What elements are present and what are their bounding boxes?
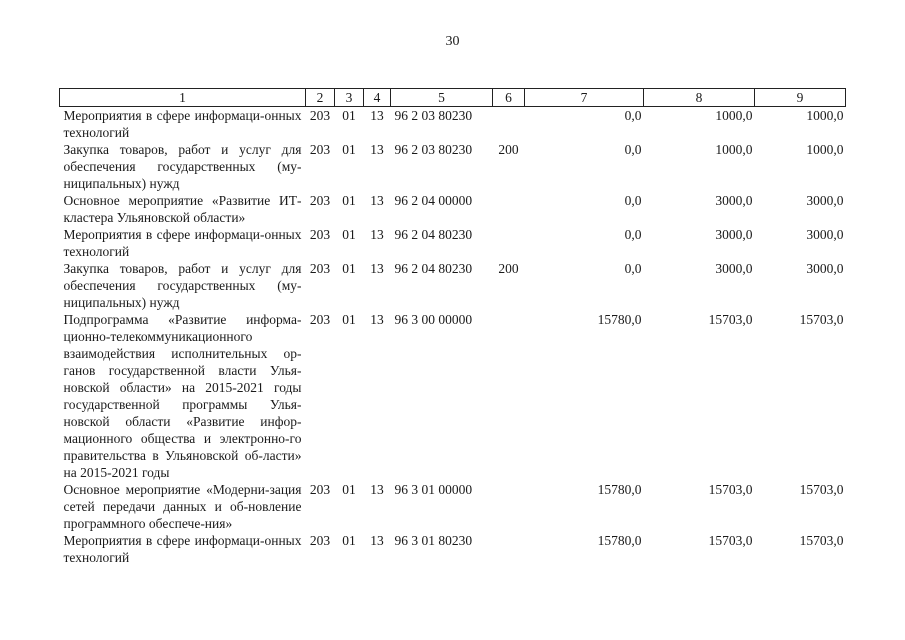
cell-col-8: 15703,0 — [708, 482, 753, 497]
cell-col-3: 01 — [342, 312, 356, 327]
cell-col-8: 3000,0 — [715, 261, 753, 276]
table-row — [60, 532, 846, 566]
row-name: Основное мероприятие «Модерни-зация сетей передачи данных и об-новление программного обеспече-ния» — [63, 482, 302, 531]
header-col-9: 9 — [755, 89, 846, 107]
cell-col-4: 13 — [370, 533, 384, 548]
table-body — [60, 107, 846, 567]
cell-col-5: 96 3 01 00000 — [394, 482, 473, 497]
cell-col-3: 01 — [342, 482, 356, 497]
cell-col-5: 96 3 00 00000 — [394, 312, 473, 327]
cell-col-5: 96 2 04 00000 — [394, 193, 473, 208]
header-col-7: 7 — [525, 89, 644, 107]
header-col-6: 6 — [493, 89, 525, 107]
row-name: Закупка товаров, работ и услуг для обеспечения государственных (му-ниципальных) нужд — [63, 142, 302, 191]
cell-col-4: 13 — [370, 193, 384, 208]
cell-col-9: 1000,0 — [806, 108, 844, 123]
cell-col-5: 96 2 03 80230 — [394, 142, 473, 157]
budget-table — [59, 88, 846, 566]
cell-col-8: 3000,0 — [715, 193, 753, 208]
cell-col-3: 01 — [342, 533, 356, 548]
cell-col-4: 13 — [370, 108, 384, 123]
cell-col-8: 1000,0 — [715, 108, 753, 123]
cell-col-7: 15780,0 — [597, 482, 642, 497]
cell-col-9: 15703,0 — [799, 533, 844, 548]
table-row — [60, 311, 846, 481]
table-row — [60, 107, 846, 142]
cell-col-5: 96 2 04 80230 — [394, 261, 473, 276]
cell-col-7: 0,0 — [624, 142, 642, 157]
cell-col-2: 203 — [309, 227, 331, 242]
header-col-5: 5 — [391, 89, 493, 107]
row-name: Подпрограмма «Развитие информа-ционно-телекоммуникационного взаимодействия исполнительных ор-ганов государственной власти Улья-новской области» на 2015-2021 годы государственной программы Улья-новской области «Развитие инфор-мационного общества и электронно-го правительства в Ульяновской об-ласти» на 2015-2021 годы — [63, 312, 302, 480]
cell-col-4: 13 — [370, 312, 384, 327]
cell-col-6 — [493, 311, 525, 481]
cell-col-5: 96 3 01 80230 — [394, 533, 473, 548]
cell-col-6 — [493, 107, 525, 142]
header-col-8: 8 — [644, 89, 755, 107]
cell-col-9: 1000,0 — [806, 142, 844, 157]
cell-col-6 — [493, 192, 525, 226]
cell-col-8: 15703,0 — [708, 312, 753, 327]
cell-col-5: 96 2 04 80230 — [394, 227, 473, 242]
cell-col-6 — [493, 481, 525, 532]
cell-col-6 — [493, 226, 525, 260]
table-row — [60, 226, 846, 260]
page-number: 30 — [445, 34, 460, 49]
row-name: Основное мероприятие «Развитие ИТ-кластера Ульяновской области» — [63, 193, 302, 225]
cell-col-7: 15780,0 — [597, 312, 642, 327]
table-row — [60, 141, 846, 192]
header-col-1: 1 — [60, 89, 306, 107]
cell-col-2: 203 — [309, 108, 331, 123]
table-row — [60, 481, 846, 532]
cell-col-6: 200 — [498, 261, 519, 276]
cell-col-5: 96 2 03 80230 — [394, 108, 473, 123]
row-name: Мероприятия в сфере информаци-онных технологий — [63, 108, 302, 140]
cell-col-3: 01 — [342, 193, 356, 208]
header-row — [60, 89, 846, 107]
header-col-3: 3 — [335, 89, 364, 107]
cell-col-2: 203 — [309, 142, 331, 157]
cell-col-4: 13 — [370, 227, 384, 242]
cell-col-8: 3000,0 — [715, 227, 753, 242]
cell-col-4: 13 — [370, 261, 384, 276]
cell-col-7: 0,0 — [624, 193, 642, 208]
table-header — [60, 89, 846, 107]
cell-col-3: 01 — [342, 227, 356, 242]
cell-col-3: 01 — [342, 261, 356, 276]
cell-col-7: 0,0 — [624, 261, 642, 276]
header-col-2: 2 — [306, 89, 335, 107]
row-name: Мероприятия в сфере информаци-онных технологий — [63, 227, 302, 259]
cell-col-7: 15780,0 — [597, 533, 642, 548]
cell-col-6: 200 — [498, 142, 519, 157]
row-name: Мероприятия в сфере информаци-онных технологий — [63, 533, 302, 565]
cell-col-9: 15703,0 — [799, 312, 844, 327]
cell-col-6 — [493, 532, 525, 566]
cell-col-9: 3000,0 — [806, 193, 844, 208]
table-row — [60, 260, 846, 311]
row-name: Закупка товаров, работ и услуг для обеспечения государственных (му-ниципальных) нужд — [63, 261, 302, 310]
cell-col-8: 15703,0 — [708, 533, 753, 548]
table-row — [60, 192, 846, 226]
cell-col-9: 3000,0 — [806, 227, 844, 242]
cell-col-4: 13 — [370, 142, 384, 157]
cell-col-7: 0,0 — [624, 227, 642, 242]
cell-col-3: 01 — [342, 142, 356, 157]
cell-col-3: 01 — [342, 108, 356, 123]
cell-col-4: 13 — [370, 482, 384, 497]
header-col-4: 4 — [364, 89, 391, 107]
cell-col-2: 203 — [309, 193, 331, 208]
cell-col-7: 0,0 — [624, 108, 642, 123]
cell-col-2: 203 — [309, 312, 331, 327]
cell-col-9: 3000,0 — [806, 261, 844, 276]
cell-col-2: 203 — [309, 261, 331, 276]
cell-col-9: 15703,0 — [799, 482, 844, 497]
cell-col-2: 203 — [309, 482, 331, 497]
cell-col-8: 1000,0 — [715, 142, 753, 157]
cell-col-2: 203 — [309, 533, 331, 548]
